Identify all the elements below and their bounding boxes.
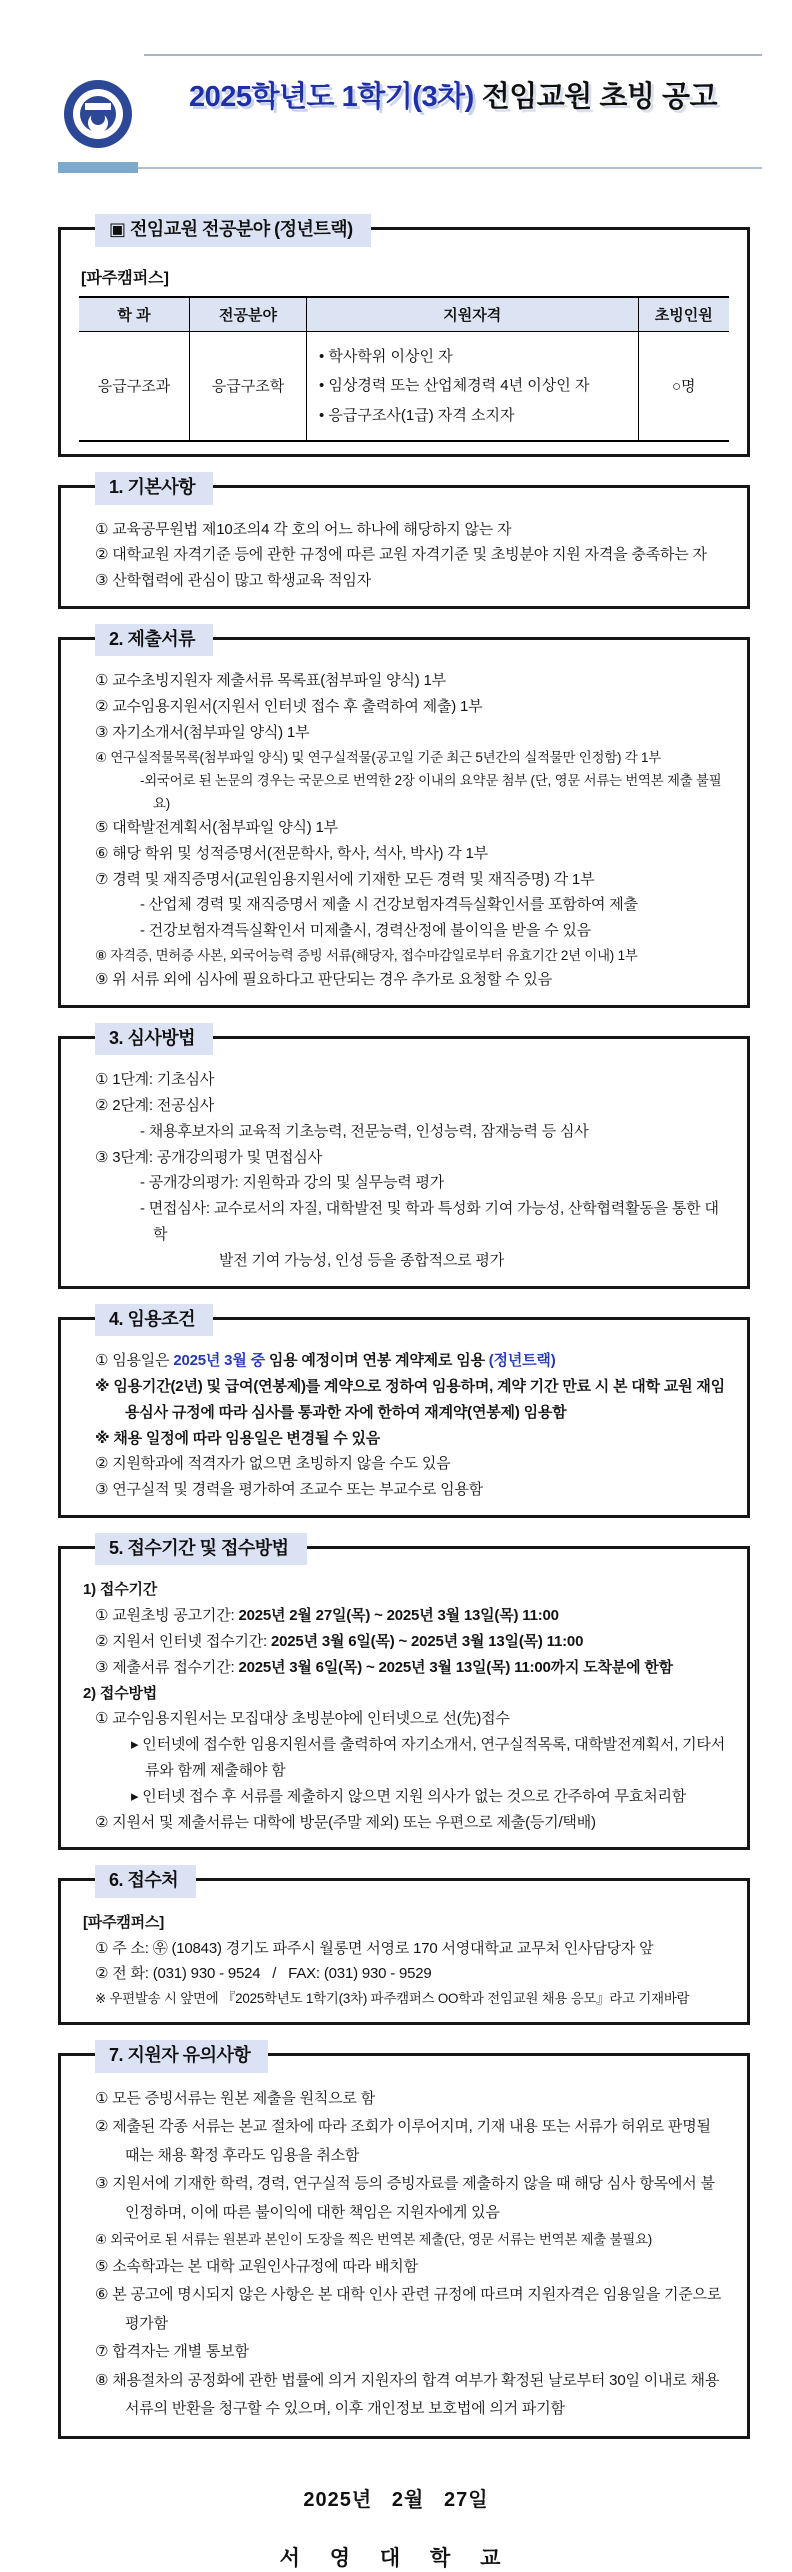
text-line (79, 2367, 729, 2424)
text-line (79, 2227, 729, 2252)
text-line (79, 2253, 729, 2282)
text-line (79, 517, 729, 543)
text-run: ① 1단계: 기초심사 (95, 1071, 215, 1089)
text-line (79, 1119, 729, 1145)
text-run: ① 교육공무원법 제10조의4 각 호의 어느 하나에 해당하지 않는 자 (95, 520, 512, 538)
text-run: ▸ 인터넷에 접수한 임용지원서를 출력하여 자기소개서, 연구실적목록, 대학발전계획서, 기타서류와 함께 제출해야 함 (131, 1736, 725, 1779)
section-badge: 2. 제출서류 (95, 624, 213, 657)
text-line (79, 1936, 729, 1962)
header (64, 54, 762, 148)
text-line (79, 1426, 729, 1452)
text-run: ② 대학교원 자격기준 등에 관한 규정에 따른 교원 자격기준 및 초빙분야 지원 자격을 충족하는 자 (95, 546, 707, 564)
section-badge: 3. 심사방법 (95, 1023, 213, 1056)
section-screening-method (58, 1027, 750, 1289)
text-run: ③ 지원서에 기재한 학력, 경력, 연구실적 등의 증빙자료를 제출하지 않을 때 해당 심사 항목에서 불인정하며, 이에 따른 불이익에 대한 책임은 지원자에게 있음 (95, 2175, 715, 2221)
text-run: ⑤ 소속학과는 본 대학 교원인사규정에 따라 배치함 (95, 2257, 418, 2275)
column-header-qualification: 지원자격 (307, 297, 639, 332)
text-run: ④ 연구실적물목록(첨부파일 양식) 및 연구실적물(공고일 기준 최근 5년간의 실적물만 인정함) 각 1부 (95, 749, 661, 765)
text-run: - 채용후보자의 교육적 기초능력, 전문능력, 인성능력, 잠재능력 등 심사 (140, 1122, 589, 1140)
text-run: ⑤ 대학발전계획서(첨부파일 양식) 1부 (95, 818, 338, 836)
text-run: 2025년 2월 27일(목) ~ 2025년 3월 13일(목) 11:00 (238, 1607, 559, 1625)
column-header-count: 초빙인원 (638, 297, 729, 332)
text-run: 발전 기여 가능성, 인성 등을 종합적으로 평가 (219, 1251, 504, 1269)
qualification-item: • 학사학위 이상인 자 (319, 347, 453, 365)
recruitment-table (79, 296, 729, 443)
text-run: 1) 접수기간 (83, 1581, 158, 1599)
text-run: ※ 채용 일정에 따라 임용일은 변경될 수 있음 (95, 1429, 381, 1447)
text-run: ② 지원서 인터넷 접수기간: (95, 1633, 271, 1650)
text-line (79, 746, 729, 769)
text-line (79, 1961, 729, 1987)
text-run: ① 임용일은 (95, 1352, 174, 1370)
text-run: ⑥ 본 공고에 명시되지 않은 사항은 본 대학 인사 관련 규정에 따르며 지원자격은 임용일을 기준으로 평가함 (95, 2286, 726, 2332)
text-line (79, 1603, 729, 1629)
text-run: 2025년 3월 6일(목) ~ 2025년 3월 13일(목) 11:00까지 도착분에 한함 (238, 1658, 673, 1676)
text-line (79, 1910, 729, 1936)
text-line (79, 1248, 729, 1274)
text-run: ⑧ 자격증, 면허증 사본, 외국어능력 증빙 서류(해당자, 접수마감일로부터 유효기간 2년 이내) 1부 (95, 947, 638, 963)
text-line (79, 1477, 729, 1503)
text-line (79, 1348, 729, 1374)
section-employment-conditions (58, 1308, 750, 1518)
column-header-major: 전공분야 (190, 297, 307, 332)
text-run: ① 교수임용지원서는 모집대상 초빙분야에 인터넷으로 선(先)접수 (95, 1710, 510, 1728)
text-run: ⑥ 해당 학위 및 성적증명서(전문학사, 학사, 석사, 박사) 각 1부 (95, 844, 488, 862)
section-applicant-notes (58, 2045, 750, 2438)
title-area (144, 54, 762, 115)
accent-block (58, 162, 138, 173)
text-line (79, 668, 729, 694)
section-major-fields (58, 219, 750, 457)
text-line (79, 2338, 729, 2367)
text-line (79, 867, 729, 893)
text-line (79, 2170, 729, 2227)
text-run: ※ 임용기간(2년) 및 급여(연봉제)를 계약으로 정하여 임용하며, 계약 기간 만료 시 본 대학 교원 재임용심사 규정에 따라 심사를 통과한 자에 한하여 재계약(연봉제) 임용함 (95, 1377, 725, 1421)
text-run: [파주캠퍼스] (83, 1913, 165, 1931)
text-run: ⑦ 경력 및 재직증명서(교원임용지원서에 기재한 모든 경력 및 재직증명) 각 1부 (95, 870, 595, 888)
text-line (79, 2281, 729, 2338)
table-header-row (79, 297, 729, 332)
campus-label: [파주캠퍼스] (81, 269, 169, 287)
divider (138, 167, 762, 169)
text-line (79, 1374, 729, 1426)
section-badge: 1. 기본사항 (95, 472, 213, 505)
qualification-item: • 임상경력 또는 산업체경력 4년 이상인 자 (319, 377, 590, 394)
text-run: ⑨ 위 서류 외에 심사에 필요하다고 판단되는 경우 추가로 요청할 수 있음 (95, 970, 553, 988)
text-run: 2) 접수방법 (83, 1684, 158, 1702)
text-line (79, 2113, 729, 2170)
text-run: - 건강보험자격득실확인서 미제출시, 경력산정에 불이익을 받을 수 있음 (140, 922, 591, 940)
text-run: - 공개강의평가: 지원학과 강의 및 실무능력 평가 (140, 1174, 445, 1192)
text-line (79, 1681, 729, 1707)
text-run: ① 주 소: ㉾ (10843) 경기도 파주시 월롱면 서영로 170 서영대학교 교무처 인사담당자 앞 (95, 1939, 654, 1957)
section-body (79, 1910, 729, 2010)
text-line (79, 694, 729, 720)
text-run: ③ 제출서류 접수기간: (95, 1658, 239, 1676)
text-line (79, 1145, 729, 1171)
qualification-item: • 응급구조사(1급) 자격 소지자 (319, 406, 515, 424)
section-badge: 5. 접수기간 및 접수방법 (95, 1533, 307, 1566)
text-run: (정년트랙) (488, 1352, 556, 1370)
section-badge: 6. 접수처 (95, 1865, 196, 1898)
cell-qualifications (307, 331, 639, 441)
text-line (79, 1706, 729, 1732)
text-line (79, 720, 729, 746)
text-run: ③ 자기소개서(첨부파일 양식) 1부 (95, 723, 310, 741)
section-documents (58, 628, 750, 1008)
text-line (79, 2085, 729, 2114)
announcement-date: 2025년 2월 27일 (303, 2488, 489, 2511)
text-line (79, 1067, 729, 1093)
text-line (79, 542, 729, 568)
section-body (79, 1577, 729, 1835)
section-badge: 7. 지원자 유의사항 (95, 2040, 268, 2073)
text-run: 임용 예정이며 연봉 계약제로 임용 (264, 1352, 489, 1370)
text-line (79, 769, 729, 815)
text-line (79, 1196, 729, 1248)
text-line (79, 1732, 729, 1784)
text-run: - 산업체 경력 및 재직증명서 제출 시 건강보험자격득실확인서를 포함하여 제출 (140, 896, 638, 914)
text-line (79, 1784, 729, 1810)
title-subject: 전임교원 초빙 공고 (481, 81, 717, 113)
text-run: - 면접심사: 교수로서의 자질, 대학발전 및 학과 특성화 기여 가능성, 산학협력활동을 통한 대학 (140, 1200, 719, 1244)
page-title (144, 74, 762, 115)
text-run: ① 모든 증빙서류는 원본 제출을 원칙으로 함 (95, 2089, 375, 2107)
university-seal-icon (64, 80, 132, 148)
section-basic-requirements (58, 477, 750, 609)
text-run: ② 교수임용지원서(지원서 인터넷 접수 후 출력하여 제출) 1부 (95, 698, 483, 716)
cell-major: 응급구조학 (190, 331, 307, 441)
section-body (79, 2085, 729, 2424)
header-underline (58, 162, 762, 173)
section-body (79, 517, 729, 594)
section-application-period (58, 1537, 750, 1850)
text-line (79, 892, 729, 918)
text-run: ② 지원서 및 제출서류는 대학에 방문(주말 제외) 또는 우편으로 제출(등기/택배) (95, 1813, 596, 1831)
text-run: ① 교원초빙 공고기간: (95, 1607, 239, 1625)
text-run: ※ 우편발송 시 앞면에 『2025학년도 1학기(3차) 파주캠퍼스 OO학과 전임교원 채용 응모』라고 기재바람 (95, 1991, 690, 2007)
section-body (79, 668, 729, 992)
section-submission-address (58, 1870, 750, 2025)
text-line (79, 1629, 729, 1655)
text-line (79, 568, 729, 594)
text-run: ④ 외국어로 된 서류는 원본과 본인이 도장을 찍은 번역본 제출(단, 영문 서류는 번역본 제출 불필요) (95, 2232, 653, 2248)
section-badge: ▣ 전임교원 전공분야 (정년트랙) (95, 214, 371, 247)
seal-band (84, 102, 112, 111)
text-run: ② 제출된 각종 서류는 본교 절차에 따라 조회가 이루어지며, 기재 내용 또는 서류가 허위로 판명될 때는 채용 확정 후라도 임용을 취소함 (95, 2118, 715, 2164)
text-line (79, 967, 729, 993)
title-term: 2025학년도 1학기(3차) (189, 81, 474, 113)
text-run: ▸ 인터넷 접수 후 서류를 제출하지 않으면 지원 의사가 없는 것으로 간주하여 무효처리함 (131, 1787, 687, 1805)
section-badge: 4. 임용조건 (95, 1304, 213, 1337)
column-header-dept: 학 과 (79, 297, 190, 332)
text-line (79, 1451, 729, 1477)
text-line (79, 944, 729, 967)
text-run: ③ 연구실적 및 경력을 평가하여 조교수 또는 부교수로 임용함 (95, 1481, 483, 1499)
table-row (79, 331, 729, 441)
text-line (79, 841, 729, 867)
cell-count: ○명 (638, 331, 729, 441)
text-run: ③ 3단계: 공개강의평가 및 면접심사 (95, 1148, 322, 1166)
text-line (79, 1170, 729, 1196)
text-run: ② 지원학과에 적격자가 없으면 초빙하지 않을 수도 있음 (95, 1455, 451, 1473)
text-run: ② 2단계: 전공심사 (95, 1097, 215, 1115)
text-run: 2025년 3월 중 (173, 1352, 265, 1370)
text-line (79, 1987, 729, 2010)
text-line (79, 1577, 729, 1603)
section-body (79, 1067, 729, 1273)
text-run: -외국어로 된 논문의 경우는 국문으로 번역한 2장 이내의 요약문 첨부 (단, 영문 서류는 번역본 제출 불필요) (140, 772, 722, 811)
cell-dept: 응급구조과 (97, 378, 171, 396)
seal-crescent-inner (91, 111, 105, 125)
text-run: ⑧ 채용절차의 공정화에 관한 법률에 의거 지원자의 합격 여부가 확정된 날로부터 30일 이내로 채용서류의 반환을 청구할 수 있으며, 이후 개인정보 보호법에 의거 파기함 (95, 2371, 720, 2418)
section-body (79, 1348, 729, 1503)
text-run: ③ 산학협력에 관심이 많고 학생교육 적임자 (95, 572, 372, 590)
text-line (79, 1655, 729, 1681)
text-run: ⑦ 합격자는 개별 통보함 (95, 2343, 249, 2361)
text-line (79, 918, 729, 944)
text-run: 2025년 3월 6일(목) ~ 2025년 3월 13일(목) 11:00 (271, 1633, 584, 1650)
text-line (79, 1093, 729, 1119)
text-run: ② 전 화: (031) 930 - 9524 / FAX: (031) 930 - 9529 (95, 1965, 432, 1983)
text-run: ① 교수초빙지원자 제출서류 목록표(첨부파일 양식) 1부 (95, 672, 446, 690)
text-line (79, 1810, 729, 1836)
text-line (79, 815, 729, 841)
university-name: 서 영 대 학 교 (279, 2546, 513, 2570)
